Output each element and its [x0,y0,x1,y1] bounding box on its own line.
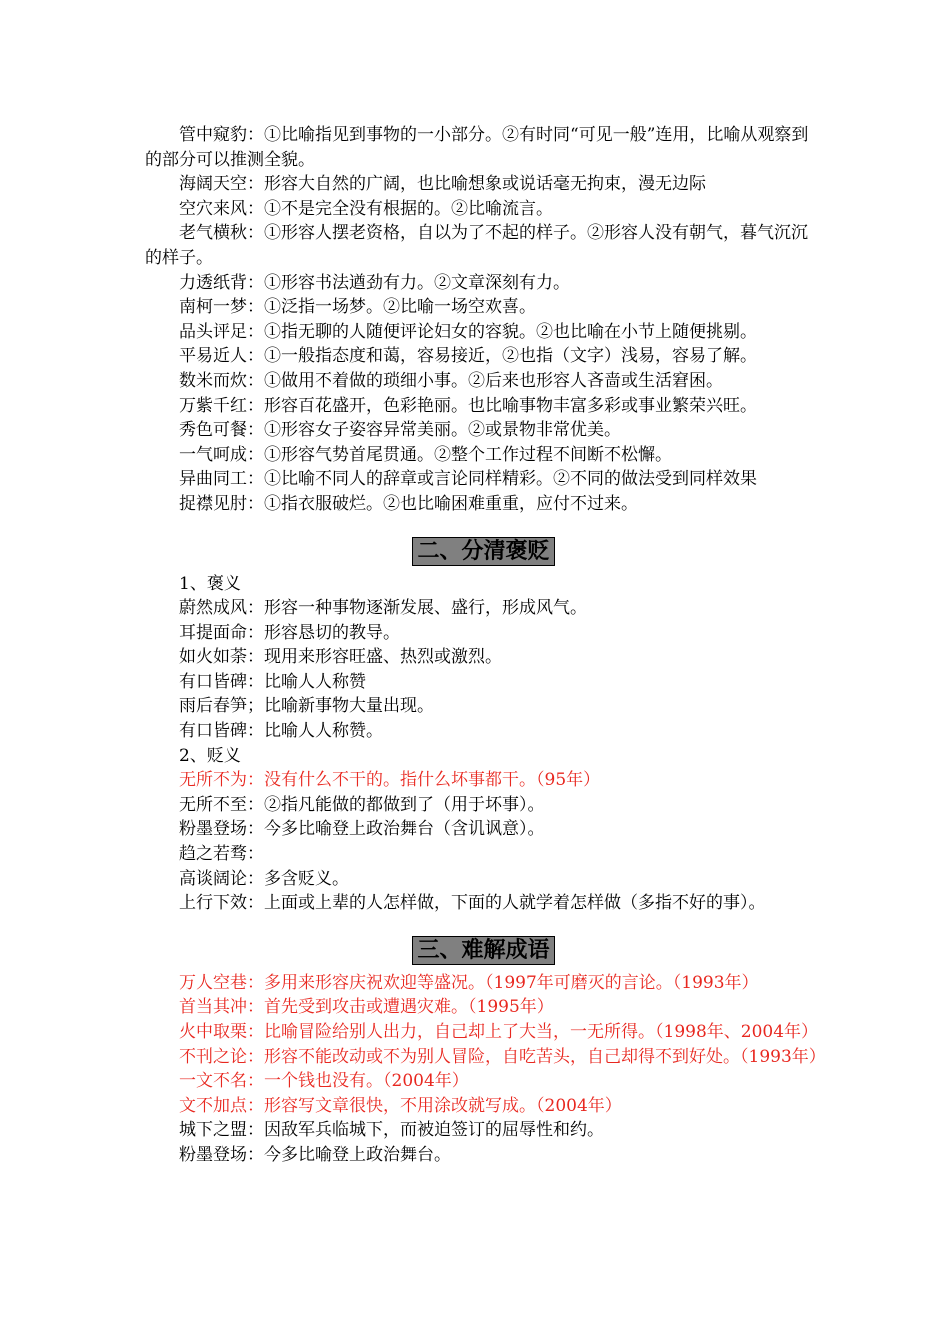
idiom-entry: 趋之若骛： [179,844,264,865]
section2-list [145,572,822,916]
idiom-entry: 无所不为：没有什么不干的。指什么坏事都干。（95年） [179,770,601,791]
idiom-entry: 城下之盟：因敌军兵临城下，而被迫签订的屈辱性和约。 [179,1120,604,1141]
idiom-entry: 耳提面命：形容恳切的教导。 [179,622,400,643]
idiom-entry: 如火如荼：现用来形容旺盛、热烈或激烈。 [179,647,502,668]
idiom-entry: 万紫千红：形容百花盛开，色彩艳丽。也比喻事物丰富多彩或事业繁荣兴旺。 [179,395,757,416]
idiom-entry: 管中窥豹：①比喻指见到事物的一小部分。②有时同“可见一般”连用，比喻从观察到的部分可以推测全貌。 [145,125,809,170]
section2-heading-wrap [145,534,822,572]
idiom-entry: 老气横秋：①形容人摆老资格，自以为了不起的样子。②形容人没有朝气，暮气沉沉的样子。 [145,223,808,268]
idiom-entry: 不刊之论：形容不能改动或不为别人冒险，自吃苦头，自己却得不到好处。（1993年） [179,1046,826,1067]
idiom-entry: 力透纸背：①形容书法遒劲有力。②文章深刻有力。 [179,272,570,293]
idiom-entry: 无所不至：②指凡能做的都做到了（用于坏事）。 [179,794,545,815]
idiom-entry: 首当其冲：首先受到攻击或遭遇灾难。（1995年） [179,997,554,1018]
idiom-entry: 平易近人：①一般指态度和蔼，容易接近，②也指（文字）浅易，容易了解。 [179,346,757,367]
idiom-entry: 高谈阔论：多含贬义。 [179,868,349,889]
idiom-entry: 粉墨登场：今多比喻登上政治舞台（含讥讽意）。 [179,819,545,840]
idiom-entry: 一文不名：一个钱也没有。（2004年） [179,1071,469,1092]
idiom-entry: 万人空巷：多用来形容庆祝欢迎等盛况。（1997年可磨灭的言论。（1993年） [179,972,759,993]
section3-heading: 三、难解成语 [412,936,554,965]
section3-list [145,971,826,1168]
idiom-entry: 空穴来风：①不是完全没有根据的。②比喻流言。 [179,198,553,219]
section2-heading: 二、分清褒贬 [412,537,554,566]
idiom-entry: 上行下效：上面或上辈的人怎样做，下面的人就学着怎样做（多指不好的事）。 [179,893,766,914]
idiom-entry: 有口皆碑：比喻人人称赞。 [179,721,383,742]
idiom-entry: 文不加点：形容写文章很快，不用涂改就写成。（2004年） [179,1095,622,1116]
idiom-entry: 有口皆碑：比喻人人称赞 [179,671,366,692]
idiom-entry: 数米而炊：①做用不着做的琐细小事。②后来也形容人吝啬或生活窘困。 [179,370,723,391]
idiom-entry: 南柯一梦：①泛指一场梦。②比喻一场空欢喜。 [179,297,536,318]
subheading-commendatory: 1、褒义 [179,573,241,594]
subheading-derogatory: 2、贬义 [179,745,241,766]
idiom-entry: 蔚然成风：形容一种事物逐渐发展、盛行，形成风气。 [179,598,587,619]
idiom-entry: 火中取栗：比喻冒险给别人出力，自己却上了大当，一无所得。（1998年、2004年） [179,1022,819,1042]
section1-list [145,123,822,517]
idiom-entry: 粉墨登场：今多比喻登上政治舞台。 [179,1144,451,1165]
idiom-entry: 捉襟见肘：①指衣服破烂。②也比喻困难重重，应付不过来。 [179,493,638,514]
idiom-entry: 一气呵成：①形容气势首尾贯通。②整个工作过程不间断不松懈。 [179,444,672,465]
idiom-entry: 异曲同工：①比喻不同人的辞章或言论同样精彩。②不同的做法受到同样效果 [179,469,757,490]
idiom-entry: 雨后春笋；比喻新事物大量出现。 [179,696,434,717]
idiom-entry: 秀色可餐：①形容女子姿容异常美丽。②或景物非常优美。 [179,420,621,441]
idiom-entry: 海阔天空：形容大自然的广阔，也比喻想象或说话毫无拘束，漫无边际 [179,174,706,195]
section3-heading-wrap [145,933,822,971]
idiom-entry: 品头评足：①指无聊的人随便评论妇女的容貌。②也比喻在小节上随便挑剔。 [179,321,757,342]
